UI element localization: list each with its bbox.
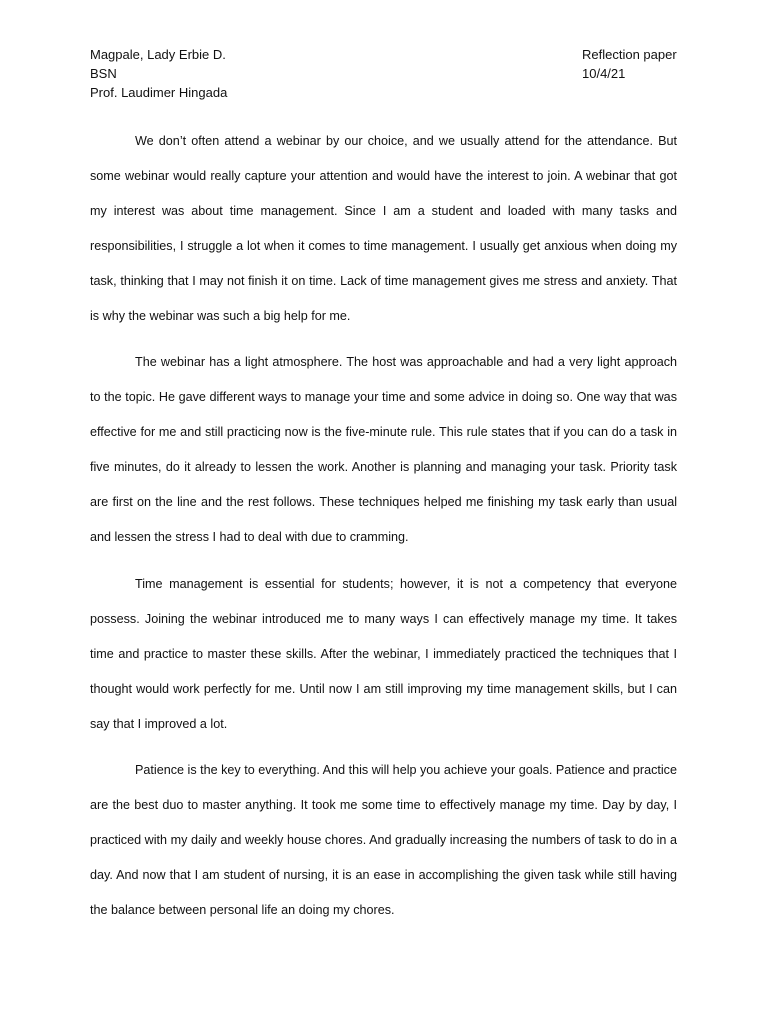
professor-name: Prof. Laudimer Hingada [90, 85, 228, 100]
paper-type: Reflection paper [582, 47, 677, 62]
course: BSN [90, 66, 117, 81]
paper-info-block [582, 45, 677, 83]
paper-date: 10/4/21 [582, 66, 626, 81]
paragraph-3: Time management is essential for students; however, it is not a competency that everyone possess. Joining the webinar introduced me to many ways I can effectively manage my time. It takes time and practice to master these skills. After the webinar, I immediately practiced the techniques that I thought would work perfectly for me. Until now I am still improving my time management skills, but I can say that I improved a lot. [90, 576, 677, 731]
author-name: Magpale, Lady Erbie D. [90, 47, 226, 62]
author-block [90, 45, 227, 102]
paragraph-2: The webinar has a light atmosphere. The host was approachable and had a very light approach to the topic. He gave different ways to manage your time and some advice in doing so. One way that was effective for me and still practicing now is the five-minute rule. This rule states that if you can do a task in five minutes, do it already to lessen the work. Another is planning and managing your task. Priority task are first on the line and the rest follows. These techniques helped me finishing my task early than usual and lessen the stress I had to deal with due to cramming. [90, 355, 677, 544]
paragraph-1: We don’t often attend a webinar by our choice, and we usually attend for the attendance. But some webinar would really capture your attention and would have the interest to join. A webinar that got my interest was about time management. Since I am a student and loaded with many tasks and responsibilities, I struggle a lot when it comes to time management. I usually get anxious when doing my task, thinking that I may not finish it on time. Lack of time management gives me stress and anxiety. That is why the webinar was such a big help for me. [90, 134, 677, 323]
essay-body [90, 124, 677, 940]
paragraph-4: Patience is the key to everything. And this will help you achieve your goals. Patience and practice are the best duo to master anything. It took me some time to effectively manage my time. Day by day, I practiced with my daily and weekly house chores. And gradually increasing the numbers of task to do in a day. And now that I am student of nursing, it is an ease in accomplishing the given task while still having the balance between personal life an doing my chores. [90, 763, 677, 918]
